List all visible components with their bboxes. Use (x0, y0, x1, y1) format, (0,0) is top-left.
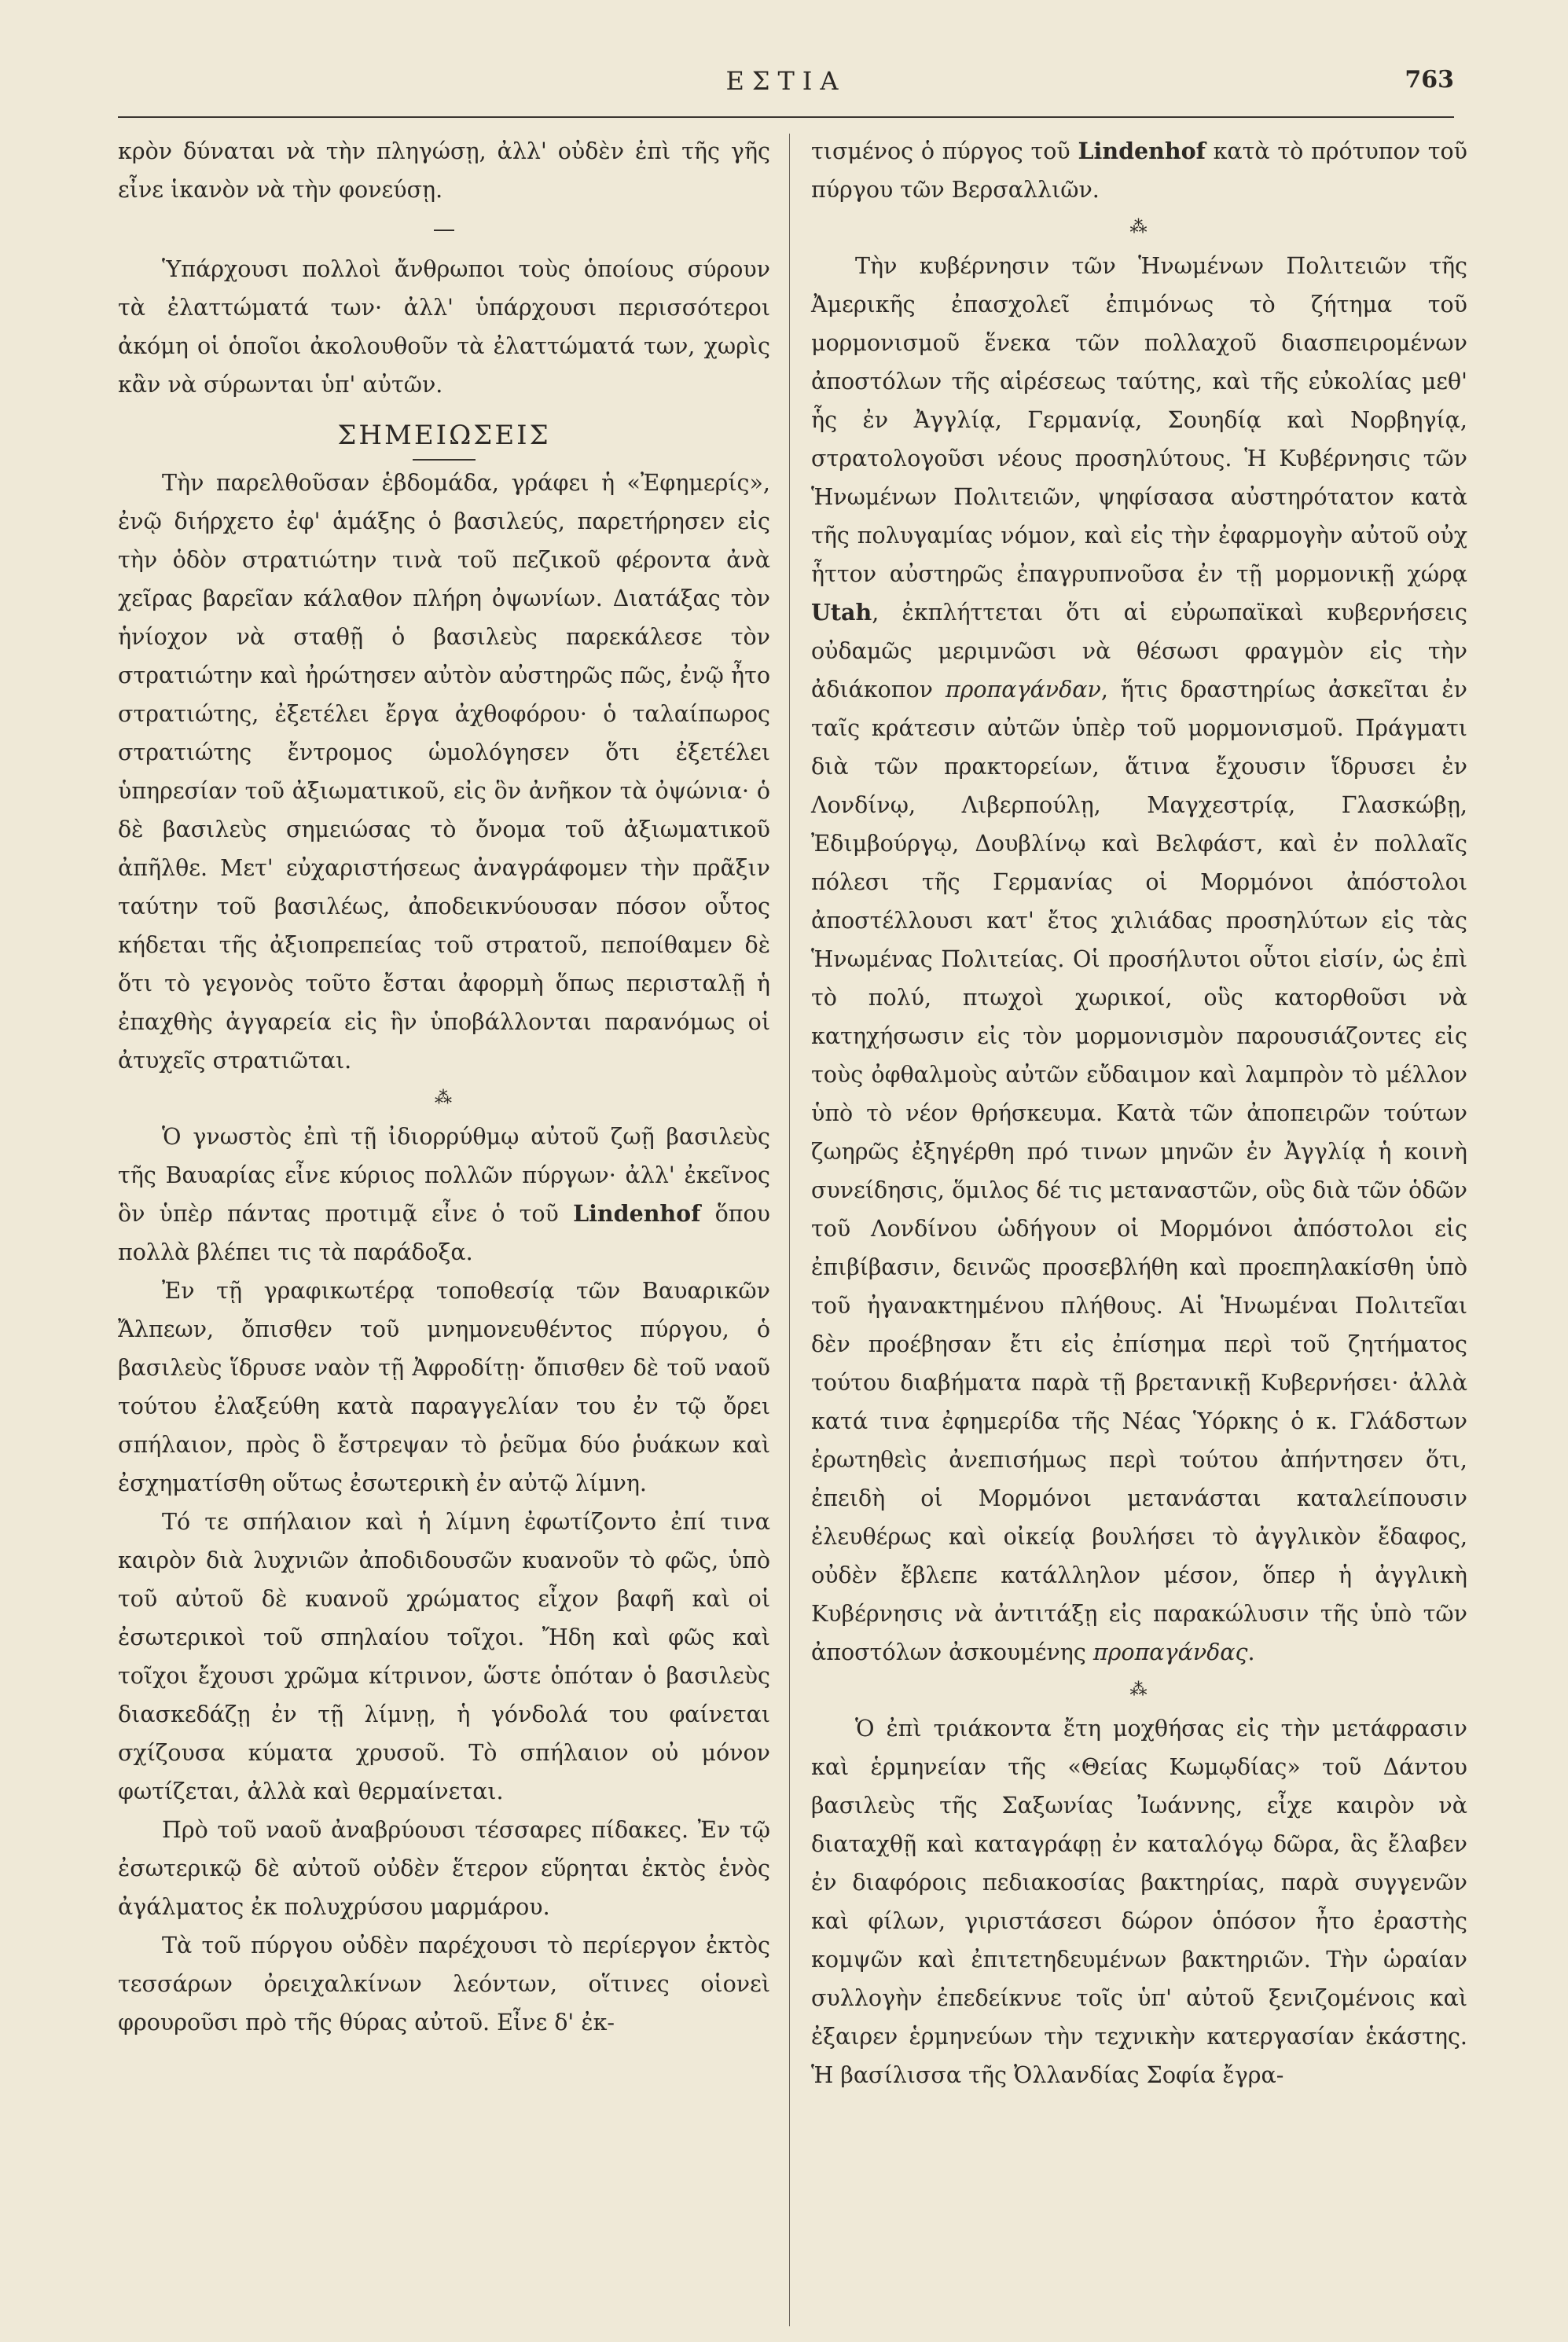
paragraph (811, 132, 1467, 209)
paragraph: Ἐν τῇ γραφικωτέρᾳ τοποθεσίᾳ τῶν Βαυαρικῶν Ἄλπεων, ὄπισθεν τοῦ μνημονευθέντος πύργου, ὁ βασιλεὺς ἵδρυσε ναὸν τῇ Ἀφροδίτῃ· ὄπισθεν δὲ τοῦ ναοῦ τούτου ἐλαξεύθη κατὰ παραγγελίαν του ἐν τῷ ὄρει σπήλαιον, πρὸς ὃ ἔστρεψαν τὸ ῥεῦμα δύο ῥυάκων καὶ ἐσχηματίσθη οὕτως ἐσωτερικὴ ἐν αὐτῷ λίμνη. (118, 1278, 770, 1496)
ornament-divider: ⁂ (435, 1088, 454, 1108)
italic-term: προπαγάνδας (1092, 1639, 1248, 1665)
text-run: ὅπου πολλὰ βλέπει τις τὰ παράδοξα. (118, 1201, 770, 1265)
header-rule (118, 116, 1454, 118)
section-heading: ΣΗΜΕΙΩΣΕΙΣ (118, 412, 770, 461)
paragraph: Τὰ τοῦ πύργου οὐδὲν παρέχουσι τὸ περίεργον ἐκτὸς τεσσάρων ὀρειχαλκίνων λεόντων, οἵτινες οἱονεὶ φρουροῦσι πρὸ τῆς θύρας αὐτοῦ. Εἶνε δ' ἐκ- (118, 1933, 770, 2035)
ornament-divider: ⁂ (1129, 1680, 1149, 1700)
left-column (118, 132, 770, 2042)
paragraph: Ὁ ἐπὶ τριάκοντα ἔτη μοχθήσας εἰς τὴν μετάφρασιν καὶ ἑρμηνείαν τῆς «Θείας Κωμῳδίας» τοῦ Δάντου βασιλεὺς τῆς Σαξωνίας Ἰωάννης, εἶχε καιρὸν νὰ διαταχθῇ καὶ καταγράφῃ ἐν καταλόγῳ δῶρα, ἃς ἔλαβεν ἐν διαφόροις πεδιακοσίας βακτηρίας, παρὰ συγγενῶν καὶ φίλων, γιριστάσεσι δώρον ὁπόσον ἦτο ἐραστὴς κομψῶν καὶ ἐπιτετηδευμένων βακτηριῶν. Τὴν ὡραίαν συλλογὴν ἐπεδείκνυε τοῖς ὑπ' αὐτοῦ ξενιζομένοις καὶ ἐξαιρεν ἑρμηνεύων τὴν τεχνικὴν κατεργασίαν ἑκάστης. Ἡ βασίλισσα τῆς Ὀλλανδίας Σοφία ἔγρα- (811, 1716, 1467, 2088)
text-run: . (1247, 1639, 1255, 1665)
journal-title: ΕΣΤΙΑ (725, 66, 846, 96)
place-name: Utah (811, 599, 872, 626)
page-number: 763 (1405, 66, 1454, 94)
separator-dash: — (432, 216, 456, 242)
text-run: Τὴν κυβέρνησιν τῶν Ἡνωμένων Πολιτειῶν τῆς Ἀμερικῆς ἐπασχολεῖ ἐπιμόνως τὸ ζήτημα τοῦ μορμονισμοῦ ἕνεκα τῶν πολλαχοῦ διασπειρομένων ἀποστόλων τῆς αἱρέσεως ταύτης, καὶ τῆς εὐκολίας μεθ' ἧς ἐν Ἀγγλίᾳ, Γερμανίᾳ, Σουηδίᾳ καὶ Νορβηγίᾳ, στρατολογοῦσι νέους προσηλύτους. Ἡ Κυβέρνησις τῶν Ἡνωμένων Πολιτειῶν, ψηφίσασα αὐστηρότατον κατὰ τῆς πολυγαμίας νόμον, καὶ εἰς τὴν ἐφαρμογὴν αὐτοῦ οὐχ ἧττον αὐστηρῶς ἐπαγρυπνοῦσα ἐν τῇ μορμονικῇ χώρᾳ (811, 253, 1467, 587)
right-column (811, 132, 1467, 2094)
text-run: τισμένος ὁ πύργος τοῦ (811, 138, 1070, 164)
italic-term: προπαγάνδαν (945, 677, 1101, 703)
paragraph: κρὸν δύναται νὰ τὴν πληγώσῃ, ἀλλ' οὐδὲν ἐπὶ τῆς γῆς εἶνε ἱκανὸν νὰ τὴν φονεύσῃ. (118, 138, 770, 203)
text-run: Ὁ γνωστὸς ἐπὶ τῇ ἰδιορρύθμῳ αὐτοῦ ζωῇ βασιλεὺς τῆς Βαυαρίας εἶνε κύριος πολλῶν πύργων· ἀλλ' ἐκεῖνος ὃν ὑπὲρ πάντας προτιμᾷ εἶνε ὁ τοῦ (118, 1124, 770, 1227)
paragraph: Ὑπάρχουσι πολλοὶ ἄνθρωποι τοὺς ὁποίους σύρουν τὰ ἐλαττώματά των· ἀλλ' ὑπάρχουσι περισσότεροι ἀκόμη οἱ ὁποῖοι ἀκολουθοῦν τὰ ἐλαττώματά των, χωρὶς κἂν νὰ σύρωνται ὑπ' αὐτῶν. (118, 256, 770, 398)
place-name: Lindenhof (1078, 138, 1206, 164)
paragraph: Πρὸ τοῦ ναοῦ ἀναβρύουσι τέσσαρες πίδακες. Ἐν τῷ ἐσωτερικῷ δὲ αὐτοῦ οὐδὲν ἕτερον εὕρηται ἐκτὸς ἑνὸς ἀγάλματος ἐκ πολυχρύσου μαρμάρου. (118, 1817, 770, 1920)
text-run: , ἐκπλήττεται ὅτι αἱ εὐρωπαϊκαὶ κυβερνήσεις οὐδαμῶς μεριμνῶσι νὰ θέσωσι φραγμὸν εἰς τὴν ἀδιάκοπον (811, 600, 1467, 703)
column-divider (789, 134, 790, 2326)
ornament-divider: ⁂ (1129, 218, 1149, 237)
paragraph (811, 247, 1467, 1672)
text-run: , ἥτις δραστηρίως ἀσκεῖται ἐν ταῖς κράτεσιν αὐτῶν ὑπὲρ τοῦ μορμονισμοῦ. Πράγματι διὰ τῶν πρακτορείων, ἅτινα ἔχουσιν ἵδρυσει ἐν Λονδίνῳ, Λιβερπούλῃ, Μαγχεστρίᾳ, Γλασκώβῃ, Ἐδιμβούργῳ, Δουβλίνῳ καὶ Βελφάστ, καὶ ἐν πολλαῖς πόλεσι τῆς Γερμανίας οἱ Μορμόνοι ἀπόστολοι ἀποστέλλουσι κατ' ἔτος χιλιάδας προσηλύτων εἰς τὰς Ἡνωμένας Πολιτείας. Οἱ προσήλυτοι οὗτοι εἰσίν, ὡς ἐπὶ τὸ πολύ, πτωχοὶ χωρικοί, οὓς κατορθοῦσι νὰ κατηχήσωσιν εἰς τὸν μορμονισμὸν παρουσιάζοντες εἰς τοὺς ὀφθαλμοὺς αὐτῶν εὔδαιμον καὶ λαμπρὸν τὸ μέλλον ὑπὸ τὸ νέον θρήσκευμα. Κατὰ τῶν ἀποπειρῶν τούτων ζωηρῶς ἐξηγέρθη πρό τινων μηνῶν ἐν Ἀγγλίᾳ ἡ κοινὴ συνείδησις, ὅμιλος δέ τις μεταναστῶν, οὓς διὰ τῶν ὁδῶν τοῦ Λονδίνου ὡδήγουν οἱ Μορμόνοι ἀπόστολοι εἰς ἐπιβίβασιν, δεινῶς προσεβλήθη καὶ προεπηλακίσθη ὑπὸ τοῦ ἠγανακτημένου πλήθους. Αἱ Ἡνωμέναι Πολιτεῖαι δὲν προέβησαν ἔτι εἰς ἐπίσημα περὶ τοῦ ζητήματος τούτου διαβήματα παρὰ τῇ βρετανικῇ Κυβερνήσει· ἀλλὰ κατά τινα ἐφημερίδα τῆς Νέας Ὑόρκης ὁ κ. Γλάδστων ἐρωτηθεὶς ἀνεπισήμως περὶ τούτου ἀπήντησεν ὅτι, ἐπειδὴ οἱ Μορμόνοι μετανάσται καταλείπουσιν ἐλευθέρως καὶ οἰκείᾳ βουλήσει τὸ ἀγγλικὸν ἔδαφος, οὐδὲν ἔβλεπε κατάλληλον μέσον, ὅπερ ἡ ἀγγλικὴ Κυβέρνησις νὰ ἀντιτάξῃ εἰς παρακώλυσιν τῆς ὑπὸ τῶν ἀποστόλων ἀσκουμένης (811, 677, 1467, 1665)
paragraph: Τὴν παρελθοῦσαν ἑβδομάδα, γράφει ἡ «Ἐφημερίς», ἐνῷ διήρχετο ἐφ' ἁμάξης ὁ βασιλεύς, παρετήρησεν εἰς τὴν ὁδὸν στρατιώτην τινὰ τοῦ πεζικοῦ φέροντα ἀνὰ χεῖρας βαρεῖαν κάλαθον πλήρη ὀψωνίων. Διατάξας τὸν ἡνίοχον νὰ σταθῇ ὁ βασιλεὺς παρεκάλεσε τὸν στρατιώτην καὶ ἠρώτησεν αὐτὸν αὐστηρῶς πῶς, ἐνῷ ἦτο στρατιώτης, ἐξετέλει ἔργα ἀχθοφόρου· ὁ ταλαίπωρος στρατιώτης ἔντρομος ὡμολόγησεν ὅτι ἐξετέλει ὑπηρεσίαν τοῦ ἀξιωματικοῦ, εἰς ὃν ἀνῆκον τὰ ὀψώνια· ὁ δὲ βασιλεὺς σημειώσας τὸ ὄνομα τοῦ ἀξιωματικοῦ ἀπῆλθε. Μετ' εὐχαριστήσεως ἀναγράφομεν τὴν πρᾶξιν ταύτην τοῦ βασιλέως, ἀποδεικνύουσαν πόσον οὗτος κήδεται τῆς ἀξιοπρεπείας τοῦ στρατοῦ, πεποίθαμεν δὲ ὅτι τὸ γεγονὸς τοῦτο ἔσται ἀφορμὴ ὅπως περισταλῇ ἡ ἐπαχθὴς ἀγγαρεία εἰς ἣν ὑποβάλλονται παρανόμως οἱ ἀτυχεῖς στρατιῶται. (118, 470, 770, 1074)
page-header (118, 66, 1454, 105)
text-run: κατὰ τὸ πρότυπον τοῦ πύργου τῶν Βερσαλλιῶν. (811, 138, 1468, 203)
paragraph (118, 1118, 770, 1272)
paragraph: Τό τε σπήλαιον καὶ ἡ λίμνη ἐφωτίζοντο ἐπί τινα καιρὸν διὰ λυχνιῶν ἀποδιδουσῶν κυανοῦν τὸ φῶς, ὑπὸ τοῦ αὐτοῦ δὲ κυανοῦ χρώματος εἶχον βαφῆ καὶ οἱ ἐσωτερικοὶ τοῦ σπηλαίου τοῖχοι. Ἤδη καὶ φῶς καὶ τοῖχοι ἔχουσι χρῶμα κίτρινον, ὥστε ὁπόταν ὁ βασιλεὺς διασκεδάζῃ ἐν τῇ λίμνῃ, ἡ γόνδολά του φαίνεται σχίζουσα κύματα χρυσοῦ. Τὸ σπήλαιον οὐ μόνον φωτίζεται, ἀλλὰ καὶ θερμαίνεται. (118, 1509, 770, 1804)
place-name: Lindenhof (573, 1200, 701, 1227)
